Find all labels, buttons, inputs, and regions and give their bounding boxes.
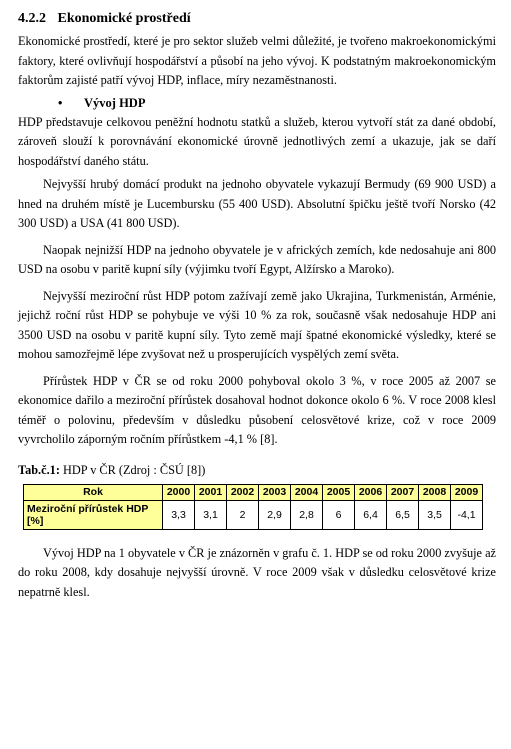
- section-number: 4.2.2: [18, 11, 46, 26]
- year-cell: 2002: [227, 484, 259, 500]
- lowest-gdp-paragraph: Naopak nejnižší HDP na jednoho obyvatele je v afrických zemích, kde nedosahuje ani 800 USD na osobu v paritě kupní síly (výjimku tvoří Egypt, Alžírsko a Maroko).: [18, 242, 496, 276]
- value-cell: 6: [323, 500, 355, 529]
- value-cell: 2,9: [259, 500, 291, 529]
- value-cell: 3,1: [195, 500, 227, 529]
- after-table-paragraph: Vývoj HDP na 1 obyvatele v ČR je znázorněn v grafu č. 1. HDP se od roku 2000 zvyšuje až do roku 2008, kdy dosahuje nejvyšší úrovně. V roce 2009 však v důsledku celosvětové krize nepatrně klesl.: [18, 545, 496, 599]
- table-header-row: [24, 484, 483, 500]
- year-cell: 2007: [387, 484, 419, 500]
- document-page: [18, 10, 496, 602]
- value-cell: 2: [227, 500, 259, 529]
- bullet-title: Vývoj HDP: [84, 95, 146, 110]
- year-cell: 2003: [259, 484, 291, 500]
- highest-gdp-paragraph: Nejvyšší hrubý domácí produkt na jednoho obyvatele vykazují Bermudy (69 900 USD) a hned na druhém místě je Lucembursku (55 400 USD). Absolutní špičku ještě tvoří Norsko (42 300 USD) a USA (41 800 USD).: [18, 177, 496, 230]
- year-cell: 2008: [419, 484, 451, 500]
- value-cell: 6,4: [355, 500, 387, 529]
- czech-gdp-paragraph: Přírůstek HDP v ČR se od roku 2000 pohyboval okolo 3 %, v roce 2005 až 2007 se ekonomice dařilo a meziroční přírůstek dosahoval hodnot dokonce okolo 6 %. V roce 2008 klesl téměř o polovinu, především v důsledku působení celosvětové krize, což v roce 2009 vyvrcholilo záporným ročním přírůstkem -4,1 % [8].: [18, 373, 496, 446]
- value-cell: 6,5: [387, 500, 419, 529]
- growth-paragraph: Nejvyšší meziroční růst HDP potom zažívají země jako Ukrajina, Turkmenistán, Arménie, jejichž roční růst HDP se pohybuje ve výši 10 % za rok, současně však nedosahuje HDP ani 3500 USD na osobu v paritě kupní síly. Tyto země mají špatné ekonomické výsledky, které se mohou samozřejmě lépe zvyšovat než u prosperujících vyspělých zemí světa.: [18, 288, 496, 361]
- section-title: Ekonomické prostředí: [57, 11, 191, 26]
- gdp-table: [23, 484, 483, 530]
- table-row-label: Meziroční přírůstek HDP [%]: [24, 500, 163, 529]
- value-cell: -4,1: [451, 500, 483, 529]
- intro-paragraph: Ekonomické prostředí, které je pro sektor služeb velmi důležité, je tvořeno makroekonomickými faktory, které ovlivňují hospodářství a působí na jeho vývoj. K podstatným makroekonomickým faktorům zajisté patří vývoj HDP, inflace, míry nezaměstnanosti.: [18, 34, 496, 87]
- value-cell: 3,5: [419, 500, 451, 529]
- year-cell: 2001: [195, 484, 227, 500]
- value-cell: 3,3: [163, 500, 195, 529]
- year-cell: 2004: [291, 484, 323, 500]
- table-caption: [18, 462, 496, 478]
- section-heading: [18, 10, 496, 28]
- value-cell: 2,8: [291, 500, 323, 529]
- bullet-heading: [58, 94, 496, 113]
- table-caption-text: HDP v ČR (Zdroj : ČSÚ [8]): [59, 462, 206, 477]
- hdp-definition-paragraph: HDP představuje celkovou peněžní hodnotu statků a služeb, kterou vytvoří stát za dané období, zároveň slouží k porovnávání ekonomické úrovně jednotlivých zemí a ukazuje, jak se daří hospodářství daného státu.: [18, 114, 496, 168]
- bullet-icon: •: [58, 95, 63, 110]
- year-cell: 2009: [451, 484, 483, 500]
- year-cell: 2005: [323, 484, 355, 500]
- year-cell: 2006: [355, 484, 387, 500]
- year-cell: 2000: [163, 484, 195, 500]
- table-header-label: Rok: [24, 484, 163, 500]
- table-value-row: [24, 500, 483, 529]
- table-caption-label: Tab.č.1:: [18, 462, 60, 477]
